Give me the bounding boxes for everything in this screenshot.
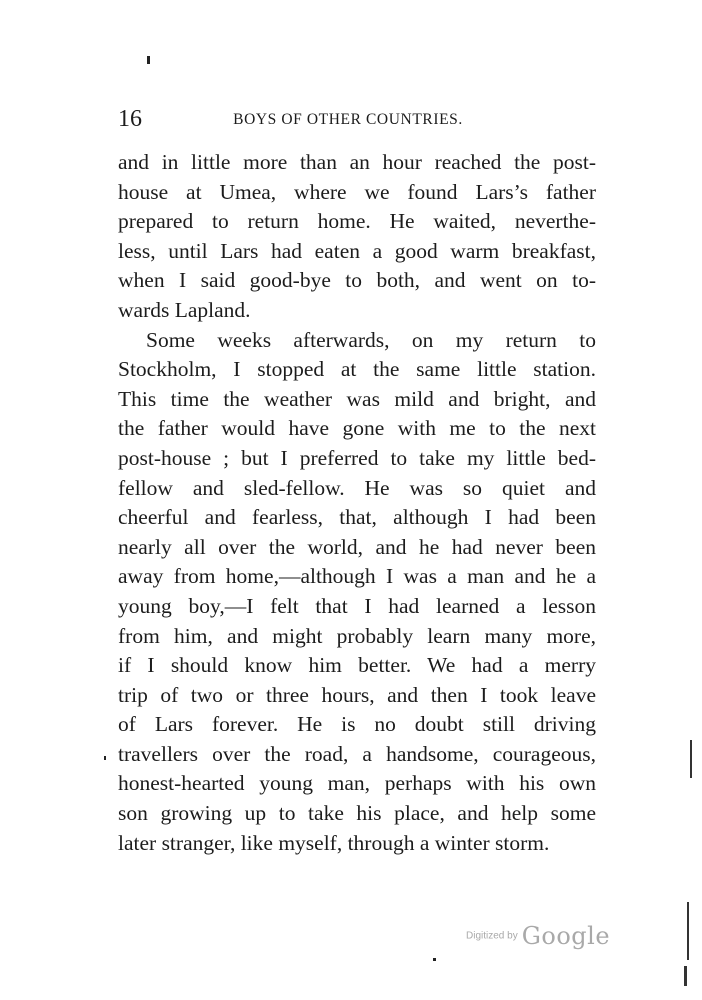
- text-line: honest-hearted young man, perhaps with his own: [118, 771, 596, 796]
- text-line: young boy,—I felt that I had learned a lesson: [118, 593, 596, 618]
- text-line: prepared to return home. He waited, neverthe-: [118, 209, 596, 234]
- page-number: 16: [118, 106, 142, 132]
- text-line: and in little more than an hour reached the post-: [118, 150, 596, 174]
- ink-speck: [147, 56, 150, 64]
- text-line: Some weeks afterwards, on my return to: [146, 327, 596, 352]
- text-line: Stockholm, I stopped at the same little station.: [118, 357, 596, 382]
- text-line: cheerful and fearless, that, although I had been: [118, 505, 596, 530]
- page-edge-mark: [684, 966, 687, 986]
- text-line: son growing up to take his place, and help some: [118, 801, 596, 826]
- page-header: [118, 104, 596, 134]
- text-line: when I said good-bye to both, and went on to-: [118, 268, 596, 293]
- text-line: travellers over the road, a handsome, courageous,: [118, 741, 596, 766]
- text-line: This time the weather was mild and bright, and: [118, 386, 596, 411]
- text-line: of Lars forever. He is no doubt still driving: [118, 712, 596, 737]
- text-line: fellow and sled-fellow. He was so quiet and: [118, 475, 596, 500]
- google-logo: Google: [521, 922, 611, 950]
- text-line: the father would have gone with me to the next: [118, 416, 596, 441]
- text-line: less, until Lars had eaten a good warm breakfast,: [118, 238, 596, 263]
- body-text: [118, 148, 596, 858]
- text-line: trip of two or three hours, and then I took leave: [118, 682, 596, 707]
- text-line: nearly all over the world, and he had never been: [118, 534, 596, 559]
- page-edge-mark: [687, 902, 689, 960]
- text-line: if I should know him better. We had a merry: [118, 653, 596, 678]
- page-edge-mark: [690, 740, 692, 778]
- text-line: post-house ; but I preferred to take my little bed-: [118, 445, 596, 470]
- text-line: from him, and might probably learn many more,: [118, 623, 596, 648]
- ink-speck: [104, 756, 106, 760]
- text-line: away from home,—although I was a man and he a: [118, 564, 596, 589]
- text-line: wards Lapland.: [118, 297, 251, 322]
- watermark-prefix: Digitized by: [466, 930, 518, 942]
- digitized-by-google-watermark: [466, 922, 616, 958]
- ink-speck: [433, 958, 436, 961]
- text-line: house at Umea, where we found Lars’s father: [118, 179, 596, 204]
- text-line: later stranger, like myself, through a winter storm.: [118, 830, 550, 855]
- running-title: BOYS OF OTHER COUNTRIES.: [233, 111, 463, 128]
